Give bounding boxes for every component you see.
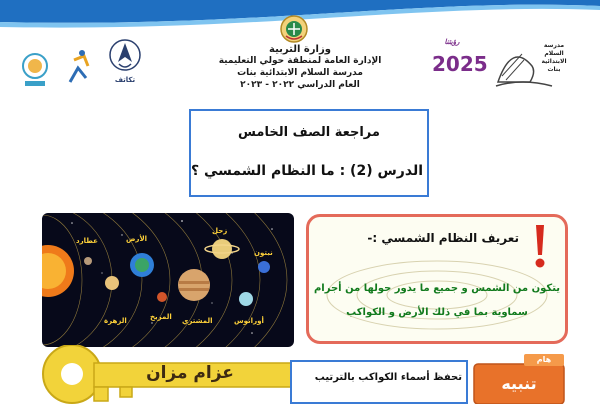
runner-logo-icon (64, 48, 94, 88)
school-name: مدرسة السلام الابتدائية بنات (237, 68, 363, 78)
planet-label: أورانوس (234, 317, 264, 325)
exclamation-icon (525, 223, 555, 269)
school-logo-text: مدرسة السلام الابتدائية بنات (541, 42, 567, 73)
academic-year: العام الدراسي ٢٠٢٢ - ٢٠٢٣ (240, 80, 360, 90)
definition-card (306, 214, 568, 344)
directorate-name: الإدارة العامة لمنطقة حولي التعليمية (218, 56, 382, 66)
review-title: مراجعة الصف الخامس (238, 125, 380, 140)
notice-box (290, 360, 468, 404)
planet-label: زحل (212, 227, 228, 235)
warning-badge-small: هام (536, 355, 552, 364)
planet-label: نبتون (254, 249, 273, 257)
warning-badge-text: تنبيه (501, 374, 537, 393)
key-banner-text: عزام مزان (146, 363, 234, 383)
planet-label: المريخ (150, 313, 172, 321)
vision-2025-logo: 2025 (432, 52, 488, 76)
notice-text: تحفظ أسماء الكواكب بالترتيب (314, 372, 462, 383)
vision-label: رؤيتنا (444, 38, 460, 46)
planet-label: المشتري (182, 317, 213, 325)
definition-line-1: يتكون من الشمس و جميع ما يدور حولها من أجرام (313, 283, 561, 294)
quality-award-logo-icon (20, 50, 50, 90)
planet-label: الأرض (126, 235, 148, 243)
planet-label: عطارد (76, 237, 98, 245)
planet-label: الزهرة (104, 317, 127, 325)
takatof-label: تكاتف (114, 76, 136, 84)
solar-system-image (42, 213, 294, 347)
lesson-title-box (189, 109, 429, 197)
ministry-name: وزارة التربية (269, 44, 331, 55)
ministry-emblem-icon (279, 14, 309, 44)
definition-heading: تعريف النظام الشمسي :- (367, 231, 519, 245)
definition-line-2: سماوية بما في ذلك الأرض و الكواكب (346, 307, 528, 318)
lesson-title: الدرس (2) : ما النظام الشمسي ؟ (191, 163, 423, 179)
